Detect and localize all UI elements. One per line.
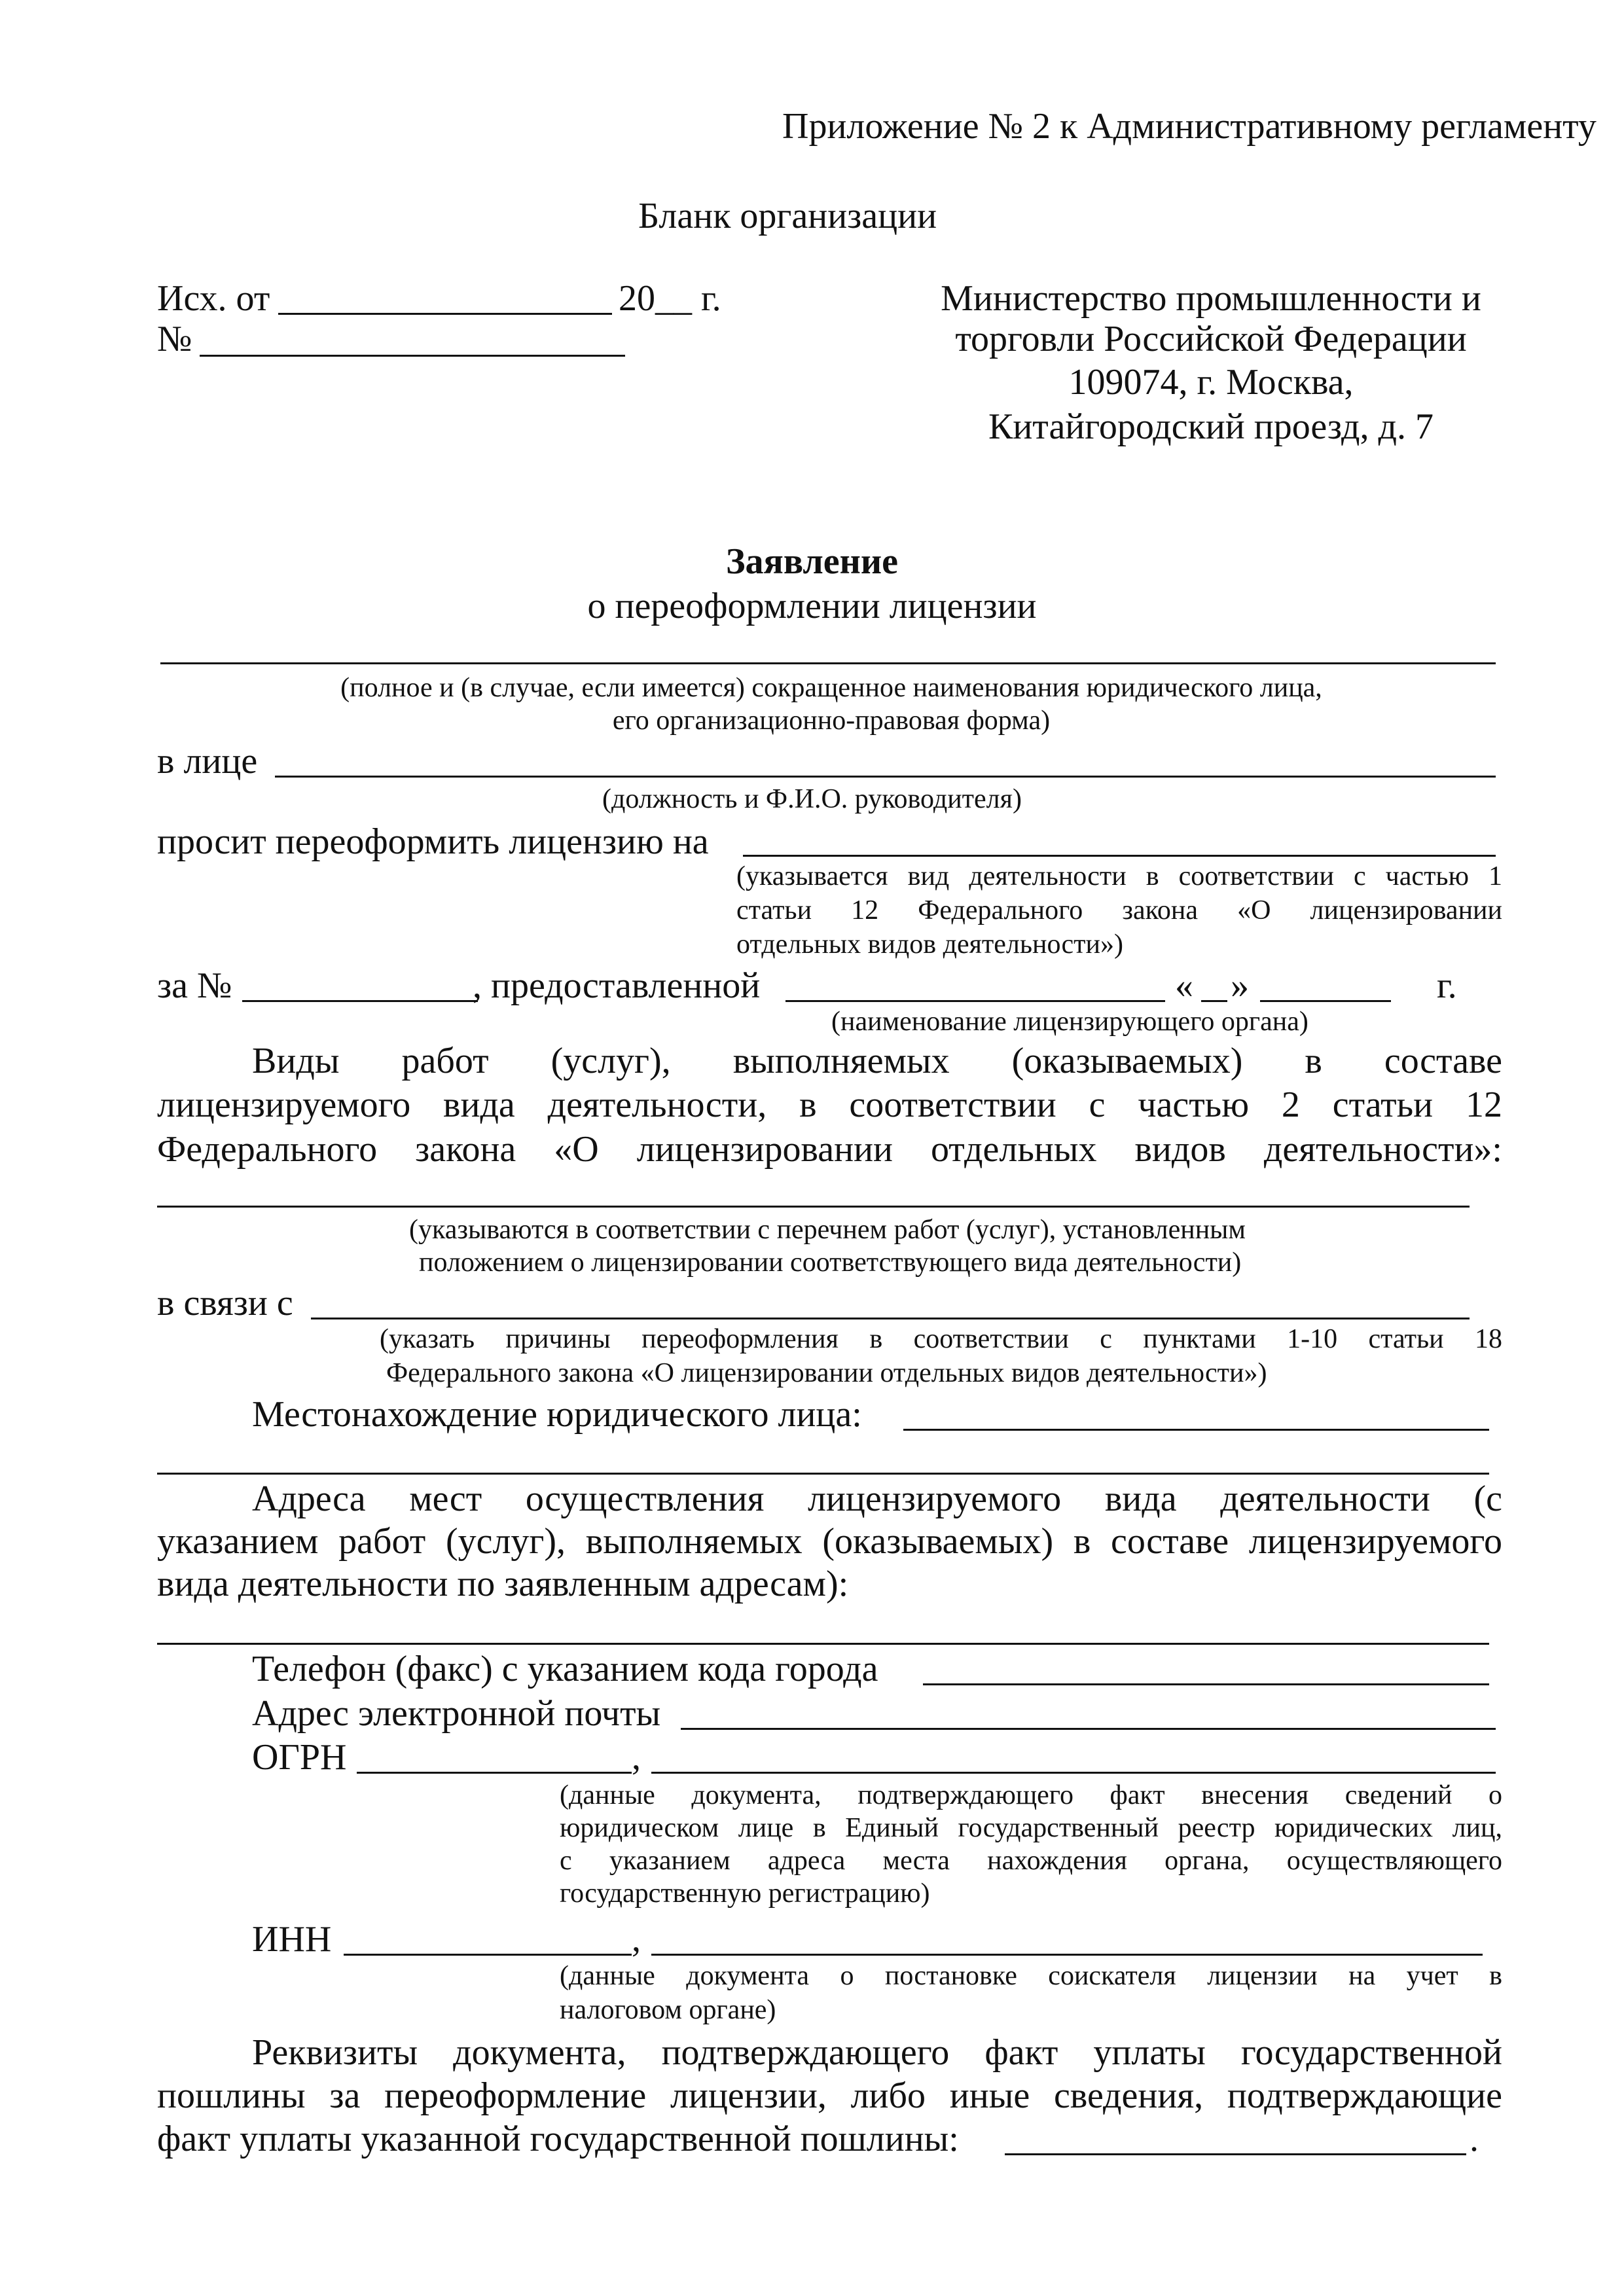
- addressee-line-2: торговли Российской Федерации: [955, 319, 1467, 359]
- fee-paragraph-2: пошлины за переоформление лицензии, либо иные сведения, подтверждающие: [157, 2075, 1502, 2116]
- fee-paragraph-1: Реквизиты документа, подтверждающего факт уплаты государственной: [252, 2032, 1502, 2073]
- ogrn-hint-4: государственную регистрацию): [560, 1878, 930, 1909]
- granted-label: , предоставленной: [473, 965, 761, 1006]
- num-prefix: №: [157, 319, 192, 359]
- addresses-paragraph-3: вида деятельности по заявленным адресам):: [157, 1564, 849, 1604]
- legal-name-hint-2: его организационно-правовая форма): [612, 706, 1051, 736]
- license-no-field[interactable]: [242, 1000, 478, 1002]
- activity-hint-3: отдельных видов деятельности»): [736, 929, 1123, 960]
- addresses-field[interactable]: [157, 1643, 1489, 1645]
- ogrn-hint-3: с указанием адреса места нахождения органа, осуществляющего: [560, 1846, 1502, 1876]
- works-paragraph-2: лицензируемого вида деятельности, в соответствии с частью 2 статьи 12: [157, 1085, 1502, 1125]
- phone-label: Телефон (факс) с указанием кода города: [252, 1649, 878, 1689]
- phone-field[interactable]: [923, 1683, 1489, 1685]
- location-field[interactable]: [903, 1429, 1489, 1431]
- location-field-2[interactable]: [157, 1473, 1489, 1475]
- inn-comma: ,: [632, 1919, 641, 1960]
- ogrn-document-field[interactable]: [651, 1772, 1496, 1774]
- reason-hint-2: Федерального закона «О лицензировании отдельных видов деятельности»): [386, 1358, 1267, 1388]
- works-hint-1: (указываются в соответствии с перечнем работ (услуг), установленным: [409, 1215, 1246, 1245]
- works-field[interactable]: [157, 1206, 1470, 1208]
- works-paragraph-1: Виды работ (услуг), выполняемых (оказываемых) в составе: [252, 1041, 1502, 1081]
- ogrn-hint-1: (данные документа, подтверждающего факт внесения сведений о: [560, 1780, 1502, 1810]
- ogrn-hint-2: юридическом лице в Единый государственный реестр юридических лиц,: [560, 1813, 1502, 1843]
- ogrn-label: ОГРН: [252, 1737, 347, 1778]
- inn-document-field[interactable]: [651, 1954, 1483, 1956]
- head-hint: (должность и Ф.И.О. руководителя): [602, 784, 1022, 814]
- reason-field[interactable]: [311, 1318, 1470, 1319]
- out-number-field[interactable]: [200, 355, 625, 357]
- inn-label: ИНН: [252, 1919, 332, 1960]
- head-field[interactable]: [275, 776, 1496, 778]
- addressee-line-4: Китайгородский проезд, д. 7: [988, 406, 1434, 447]
- document-title-text: Заявление: [725, 541, 899, 582]
- legal-name-field[interactable]: [160, 662, 1496, 664]
- fee-paragraph-3: факт уплаты указанной государственной пошлины:: [157, 2119, 959, 2159]
- legal-name-hint-1: (полное и (в случае, если имеется) сокращенное наименования юридического лица,: [340, 673, 1322, 703]
- reason-hint-1: (указать причины переоформления в соответствии с пунктами 1-10 статьи 18: [380, 1324, 1502, 1354]
- authority-hint: (наименование лицензирующего органа): [831, 1007, 1308, 1037]
- works-paragraph-3: Федерального закона «О лицензировании отдельных видов деятельности»:: [157, 1129, 1502, 1170]
- month-field[interactable]: [1260, 1000, 1391, 1002]
- fee-field[interactable]: [1005, 2153, 1466, 2155]
- email-field[interactable]: [681, 1728, 1496, 1730]
- works-hint-2: положением о лицензировании соответствующего вида деятельности): [419, 1247, 1242, 1278]
- out-prefix: Исх. от: [157, 278, 270, 319]
- authority-field[interactable]: [785, 1000, 1165, 1002]
- email-label: Адрес электронной почты: [252, 1693, 661, 1734]
- addressee-line-1: Министерство промышленности и: [941, 278, 1481, 319]
- year-suffix: г.: [1437, 965, 1457, 1006]
- inn-hint-1: (данные документа о постановке соискателя лицензии на учет в: [560, 1961, 1502, 1991]
- addresses-paragraph-2: указанием работ (услуг), выполняемых (оказываемых) в составе лицензируемого: [157, 1521, 1502, 1562]
- activity-field[interactable]: [743, 855, 1496, 857]
- inn-hint-2: налоговом органе): [560, 1995, 776, 2025]
- due-to-label: в связи с: [157, 1283, 293, 1323]
- in-person-label: в лице: [157, 741, 258, 781]
- document-title: [0, 543, 1624, 580]
- location-label: Местонахождение юридического лица:: [252, 1394, 862, 1435]
- activity-hint-2: статьи 12 Федерального закона «О лицензировании: [736, 895, 1502, 925]
- date-open-quote: «: [1175, 965, 1193, 1006]
- ogrn-field[interactable]: [357, 1772, 632, 1774]
- activity-hint-1: (указывается вид деятельности в соответствии с частью 1: [736, 861, 1502, 891]
- out-date-field[interactable]: [278, 313, 612, 315]
- ogrn-comma: ,: [632, 1737, 641, 1778]
- blank-label: Бланк организации: [638, 196, 937, 236]
- asks-label: просит переоформить лицензию на: [157, 821, 709, 862]
- addressee-line-3: 109074, г. Москва,: [1068, 362, 1354, 403]
- document-subtitle: о переоформлении лицензии: [587, 586, 1037, 626]
- fee-period: .: [1470, 2119, 1479, 2159]
- inn-field[interactable]: [344, 1954, 632, 1956]
- date-close-quote: »: [1231, 965, 1249, 1006]
- year-label: 20__ г.: [619, 278, 721, 319]
- addresses-paragraph-1: Адреса мест осуществления лицензируемого вида деятельности (с: [252, 1479, 1502, 1519]
- day-field[interactable]: [1201, 1000, 1227, 1002]
- appendix-note: Приложение № 2 к Административному регламенту: [782, 106, 1597, 147]
- license-no-label: за №: [157, 965, 232, 1006]
